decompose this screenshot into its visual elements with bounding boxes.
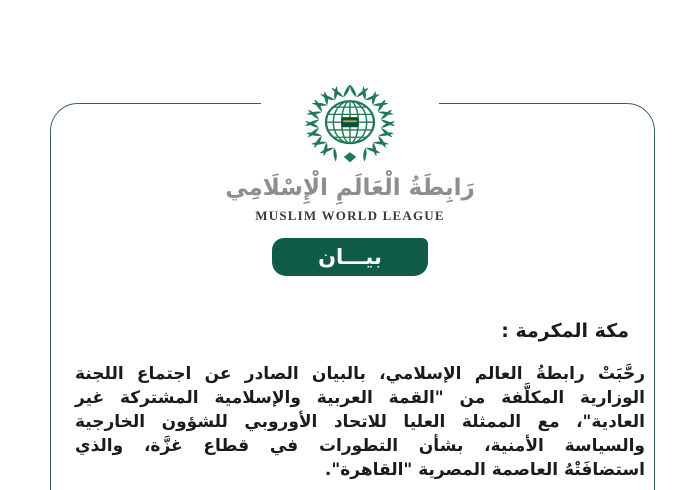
paragraph-line: استضافَتْهُ العاصمة المصرية "القاهرة".: [324, 460, 645, 480]
paragraph-line: الوزارية المكلَّفة من "القمة العربية والإسلامية المشتركة غير: [75, 388, 645, 408]
mwl-logo: [225, 80, 475, 224]
location-heading: مكة المكرمة :: [501, 320, 629, 342]
wreath-globe-icon: [300, 82, 400, 166]
paragraph-line: العادية"، مع الممثلة العليا للاتحاد الأوروبي للشؤون الخارجية: [75, 412, 645, 432]
statement-banner-label: بيـــان: [318, 245, 382, 269]
paragraph-line: والسياسة الأمنية، بشأن التطورات في قطاع غزَّة، والذي: [75, 436, 645, 456]
paragraph-line: رحَّبَتْ رابطةُ العالم الإسلامي، بالبيان الصادر عن اجتماع اللجنة: [75, 364, 645, 384]
statement-banner: [272, 238, 428, 276]
kaaba-icon: [342, 117, 359, 127]
statement-paragraph: [75, 362, 645, 482]
org-name-arabic-calligraphy: رَابِطَةُ الْعَالَمِ الْإِسْلَامِي: [225, 175, 475, 201]
org-name-english: MUSLIM WORLD LEAGUE: [255, 208, 445, 223]
